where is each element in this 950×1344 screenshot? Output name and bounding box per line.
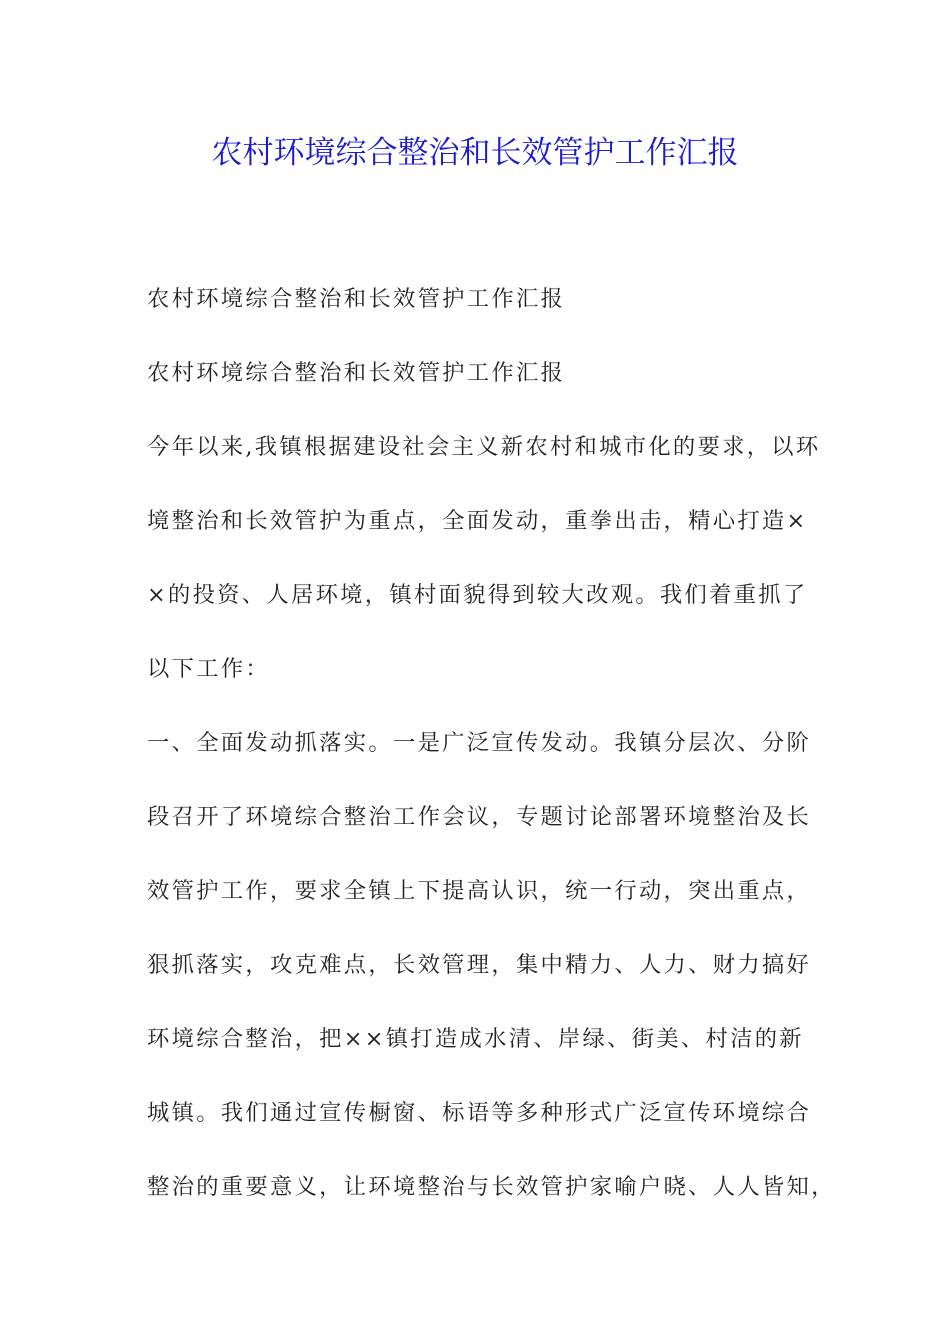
body-line: 以下工作：: [147, 656, 270, 682]
body-line: 城镇。我们通过宣传橱窗、标语等多种形式广泛宣传环境综合: [147, 1100, 812, 1126]
body-line: 狠抓落实，攻克难点，长效管理，集中精力、人力、财力搞好: [147, 952, 812, 978]
body-line: 段召开了环境综合整治工作会议，专题讨论部署环境整治及长: [147, 804, 812, 830]
body-line: 效管护工作，要求全镇上下提高认识，统一行动，突出重点，: [147, 878, 812, 904]
body-line: ×的投资、人居环境，镇村面貌得到较大改观。我们着重抓了: [147, 582, 808, 608]
body-line: 境整治和长效管护为重点，全面发动，重拳出击，精心打造×: [147, 508, 808, 534]
body-line: 一、全面发动抓落实。一是广泛宣传发动。我镇分层次、分阶: [147, 730, 812, 756]
body-line: 农村环境综合整治和长效管护工作汇报: [147, 286, 566, 312]
document-title: 农村环境综合整治和长效管护工作汇报: [211, 135, 739, 171]
body-line: 整治的重要意义，让环境整治与长效管护家喻户晓、人人皆知，: [147, 1174, 836, 1200]
body-line: 环境综合整治，把××镇打造成水清、岸绿、街美、村洁的新: [147, 1026, 804, 1052]
body-line: 今年以来,我镇根据建设社会主义新农村和城市化的要求，以环: [147, 434, 821, 460]
document-body: [147, 262, 836, 1224]
body-line: 农村环境综合整治和长效管护工作汇报: [147, 360, 566, 386]
